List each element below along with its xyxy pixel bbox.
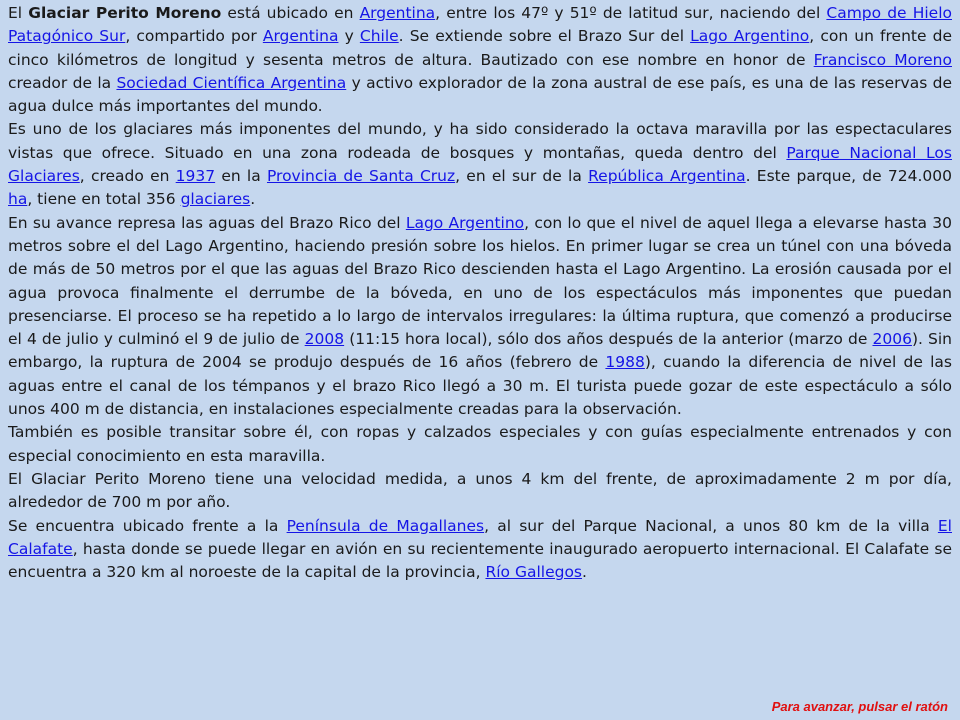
paragraph-ubicacion <box>8 515 952 585</box>
text: creador de la <box>8 73 117 92</box>
paragraph-transitar <box>8 421 952 468</box>
paragraph-velocidad <box>8 468 952 515</box>
text: ). Sin embargo, la ruptura de 2004 se produjo después de 16 años (febrero de <box>8 330 952 372</box>
text: en la <box>215 167 267 186</box>
text: , compartido por <box>125 27 263 46</box>
paragraph-intro <box>8 2 952 118</box>
text: (11:15 hora local), sólo dos años después de la anterior (marzo de <box>344 330 873 349</box>
text: , hasta donde se puede llegar en avión en su recientemente inaugurado aeropuerto internacional. El Calafate se encuentra a 320 km al noroeste de la capital de la provincia, <box>8 539 952 582</box>
link-1937[interactable]: 1937 <box>175 167 216 186</box>
link-ha[interactable]: ha <box>8 190 28 209</box>
link-2006[interactable]: 2006 <box>872 330 912 349</box>
text: . <box>582 563 587 582</box>
text: y activo explorador de la zona austral de ese país, es una de las reservas de agua dulce más importantes del mundo. <box>8 73 953 116</box>
link-glaciares[interactable]: glaciares <box>180 190 251 209</box>
paragraph-maravilla <box>8 118 952 211</box>
text: . Se extiende sobre el Brazo Sur del <box>398 27 691 46</box>
link-lago-argentino[interactable]: Lago Argentino <box>690 27 810 46</box>
text: , al sur del Parque Nacional, a unos 80 km de la villa <box>484 516 938 535</box>
link-parque-nacional[interactable]: Parque Nacional Los Glaciares <box>8 143 952 186</box>
text: ), cuando la diferencia de nivel de las aguas entre el canal de los témpanos y el brazo Rico llegó a 30 m. El turista puede gozar de este espectáculo a sólo unos 400 m de distancia, en instalaciones especialmente creadas para la observación. <box>8 353 953 419</box>
text: , entre los 47º y 51º de latitud sur, naciendo del <box>435 4 827 22</box>
text: , con un frente de cinco kilómetros de longitud y sesenta metros de altura. Bautizado con ese nombre en honor de <box>8 27 953 69</box>
link-sociedad-cientifica[interactable]: Sociedad Científica Argentina <box>116 73 347 92</box>
link-provincia-santa-cruz[interactable]: Provincia de Santa Cruz <box>266 167 456 186</box>
text: y <box>338 27 360 46</box>
link-lago-argentino-2[interactable]: Lago Argentino <box>405 213 525 232</box>
link-1988[interactable]: 1988 <box>605 353 645 372</box>
text: . Este parque, de 724.000 <box>745 167 952 186</box>
text: En su avance represa las aguas del Brazo Rico del <box>8 213 406 232</box>
link-francisco-moreno[interactable]: Francisco Moreno <box>813 50 952 69</box>
text: está ubicado en <box>221 4 360 22</box>
link-argentina-2[interactable]: Argentina <box>262 27 339 46</box>
text: También es posible transitar sobre él, con ropas y calzados especiales y con guías especialmente entrenados y con especial conocimiento en esta maravilla. <box>8 423 952 465</box>
text: El Glaciar Perito Moreno tiene una velocidad medida, a unos 4 km del frente, de aproximadamente 2 m por día, alrededor de 700 m por año. <box>8 469 952 512</box>
link-republica-argentina[interactable]: República Argentina <box>588 167 746 186</box>
link-campo-de-hielo[interactable]: Campo de Hielo Patagónico Sur <box>8 4 952 46</box>
link-el-calafate[interactable]: El Calafate <box>8 516 952 558</box>
link-2008[interactable]: 2008 <box>304 330 345 349</box>
paragraph-ruptura <box>8 212 952 422</box>
glacier-name-bold: Glaciar Perito Moreno <box>28 4 222 22</box>
link-rio-gallegos[interactable]: Río Gallegos <box>485 563 583 582</box>
advance-hint: Para avanzar, pulsar el ratón <box>771 699 948 714</box>
link-chile[interactable]: Chile <box>359 27 399 46</box>
text: . <box>250 190 256 209</box>
text: Es uno de los glaciares más imponentes del mundo, y ha sido considerado la octava maravilla por las espectaculares vistas que ofrece. Situado en una zona rodeada de bosques y montañas, queda dentro del <box>8 120 952 162</box>
text: , creado en <box>79 167 176 186</box>
link-peninsula-magallanes[interactable]: Península de Magallanes <box>286 516 485 535</box>
text: , en el sur de la <box>455 167 589 186</box>
link-argentina[interactable]: Argentina <box>359 4 436 22</box>
text: , con lo que el nivel de aquel llega a elevarse hasta 30 metros sobre el del Lago Argentino, haciendo presión sobre los hielos. En primer lugar se crea un túnel con una bóveda de más de 50 metros por el que las aguas del Brazo Rico descienden hasta el Lago Argentino. La erosión causada por el agua provoca finalmente el derrumbe de la bóveda, en uno de los espectáculos más imponentes que puedan presenciarse. El proceso se ha repetido a lo largo de intervalos irregulares: la última ruptura, que comenzó a producirse el 4 de julio y culminó el 9 de julio de <box>8 213 952 349</box>
text: El <box>8 4 29 22</box>
text: Se encuentra ubicado frente a la <box>8 516 287 535</box>
text: , tiene en total 356 <box>27 190 181 209</box>
